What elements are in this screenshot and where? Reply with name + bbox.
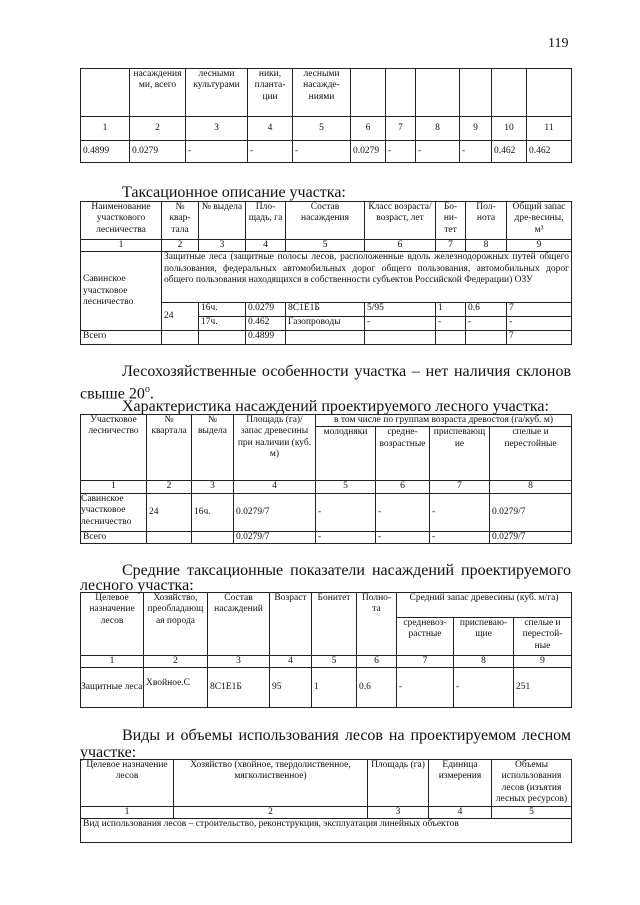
t2-cell: 1 [436,303,466,317]
t2-header: № выдела [199,202,246,240]
t2-cell: 8С1Е1Б [286,303,365,317]
t2-empty-cell [365,331,436,345]
para-forest-use-text: Виды и объемы использования лесов на проектируемом лесном [122,727,571,744]
para-slope-period: . [149,385,154,403]
t1-cell: - [416,141,460,163]
t2-col-number: 5 [286,240,365,252]
t5-col-number: 1 [81,806,174,818]
t4-cell: Хвойное.С [144,668,208,708]
t4-header: Бонитет [312,593,357,656]
t4-header: Состав насаждений [208,593,270,656]
t4-cell: 1 [312,668,357,708]
t4-header: Полно-та [357,593,397,656]
t2-cell: Газопроводы [286,317,365,331]
t3-subheader: средне-возрастные [376,427,430,481]
t1-col-number: 10 [492,117,527,141]
t3-subheader: спелые и перестойные [490,427,572,481]
t1-header [416,69,460,117]
t3-header-group: в том числе по группам возраста древостоя (га/куб. м) [316,415,572,427]
t3-header: Площадь (га)/ запас древесины при наличии (куб. м) [234,415,316,481]
table-mean-taxation [80,592,572,708]
t1-cell: - [293,141,351,163]
t1-col-number: 2 [130,117,186,141]
table2-title: Таксационное описание участка: [122,184,346,201]
t2-header: Пло-щадь, га [246,202,286,240]
t1-header [81,69,130,117]
t4-cell: 8С1Е1Б [208,668,270,708]
t3-total-cell: - [376,531,430,543]
t1-header: лесными культурами [186,69,248,117]
t2-cell: - [507,317,572,331]
t3-total-cell: 0.0279/7 [490,531,572,543]
t2-col-number: 4 [246,240,286,252]
t1-header [460,69,492,117]
t2-cell: 0.6 [466,303,507,317]
t3-total-cell: 0.0279/7 [234,531,316,543]
t3-cell: 0.0279/7 [234,493,316,531]
t4-col-number: 6 [357,656,397,668]
t2-empty-cell [286,331,365,345]
t3-header: № квартала [147,415,192,481]
t3-cell: - [430,493,490,531]
t3-cell: Савинское участковое лесничество [81,493,147,531]
t2-header: Наименование участкового лесничества [81,202,162,240]
para-forestry-features-text: Лесохозяйственные особенности участка – нет наличия склонов [122,363,571,380]
t4-cell: 251 [514,668,572,708]
t4-subheader: средневоз-растные [397,618,454,656]
t3-total-cell: Всего [81,531,147,543]
t3-col-number: 4 [234,481,316,493]
para-slope-text: свыше 20 [80,385,145,403]
t5-col-number: 4 [429,806,492,818]
t2-protective-note: Защитные леса (защитные полосы лесов, расположенные вдоль железнодорожных путей общего пользования, федеральных автомобильных дорог общего пользования, автомобильных дорог общего пользования находящихся в собственности субъектов Российской Федерации) ОЗУ [162,252,572,303]
t2-header: Пол-нота [466,202,507,240]
t3-cell: - [376,493,430,531]
t2-col-number: 1 [81,240,162,252]
t3-total-cell [147,531,192,543]
t4-col-number: 2 [144,656,208,668]
t3-col-number: 3 [192,481,234,493]
table-taxation-description [80,201,572,345]
t3-cell: 0.0279/7 [490,493,572,531]
table3-title: Характеристика насаждений проектируемого лесного участка: [122,398,549,415]
t4-header: Хозяйство, преобладающая порода [144,593,208,656]
t1-col-number: 5 [293,117,351,141]
t4-cell: Защитные леса [81,668,144,708]
t3-cell: - [316,493,376,531]
t3-header: Участковое лесничество [81,415,147,481]
t1-header: насаждения ми, всего [130,69,186,117]
para-mean-indicators-line2: лесного участка: [80,577,194,594]
t2-total-area: 0.4899 [246,331,286,345]
t3-total-cell: - [430,531,490,543]
t2-cell: 7 [507,303,572,317]
t5-col-number: 5 [492,806,572,818]
t4-header-group: Средний запас древесины (куб. м/га) [397,593,572,618]
t4-subheader: спелые и перестой-ные [514,618,572,656]
t5-header: Целевое назначение лесов [81,760,174,807]
t2-total-label: Всего [81,331,162,345]
t2-cell: 5/95 [365,303,436,317]
t2-cell: - [466,317,507,331]
t1-cell: - [186,141,248,163]
t2-cell: - [436,317,466,331]
t4-col-number: 9 [514,656,572,668]
t4-cell: - [397,668,454,708]
t1-col-number: 4 [248,117,293,141]
t4-cell: 0.6 [357,668,397,708]
t2-header: Бо-ни-тет [436,202,466,240]
t3-subheader: приспевающие [430,427,490,481]
t1-col-number: 1 [81,117,130,141]
para-mean-indicators-text: Средние таксационные показатели насаждений проектируемого [122,562,571,579]
t2-total-stock: 7 [507,331,572,345]
t2-cell: 0.0279 [246,303,286,317]
t1-col-number: 7 [386,117,416,141]
t5-header: Площадь (га) [368,760,429,807]
t2-header: № квар-тала [162,202,199,240]
para-forestry-features-line1 [122,362,571,381]
t3-subheader: молодняки [316,427,376,481]
t2-cell: 16ч. [199,303,246,317]
t2-header: Состав насаждения [286,202,365,240]
para-forest-use-line2: участке: [80,744,137,761]
table-summary-continuation [80,68,572,163]
t5-header: Хозяйство (хвойное, твердолиственное, мягколиственное) [174,760,368,807]
t1-cell: 0.462 [527,141,572,163]
t3-col-number: 1 [81,481,147,493]
t1-col-number: 6 [351,117,386,141]
t2-empty-cell [199,331,246,345]
table-stand-characteristics [80,414,572,544]
t1-header: лесными насажде-ниями [293,69,351,117]
t1-cell: 0.462 [492,141,527,163]
t1-cell: 0.0279 [130,141,186,163]
t1-header [351,69,386,117]
t4-col-number: 8 [454,656,514,668]
t1-cell: - [386,141,416,163]
t4-col-number: 7 [397,656,454,668]
t1-cell: - [248,141,293,163]
t2-col-number: 2 [162,240,199,252]
t2-header: Общий запас дре-весины, м³ [507,202,572,240]
t5-col-number: 3 [368,806,429,818]
t2-col-number: 7 [436,240,466,252]
t2-col-number: 6 [365,240,436,252]
t2-col-number: 9 [507,240,572,252]
t2-district: Савинское участковое лесничество [81,252,162,331]
t5-use-type-row: Вид использования лесов – строительство, реконструкция, эксплуатация линейных объектов [81,818,572,842]
t3-col-number: 8 [490,481,572,493]
t1-header: ники, планта-ции [248,69,293,117]
t1-col-number: 9 [460,117,492,141]
t2-col-number: 3 [199,240,246,252]
t4-subheader: приспеваю-щие [454,618,514,656]
t2-cell: 17ч. [199,317,246,331]
t1-col-number: 11 [527,117,572,141]
t3-cell: 24 [147,493,192,531]
degree-mark: о [144,384,150,395]
t1-header [492,69,527,117]
t1-header [527,69,572,117]
t5-col-number: 2 [174,806,368,818]
t4-cell: 95 [270,668,312,708]
t4-header: Возраст [270,593,312,656]
t1-cell: 0.4899 [81,141,130,163]
t2-empty-cell [466,331,507,345]
page-number: 119 [548,36,569,51]
t3-total-cell: - [316,531,376,543]
t2-quarter: 24 [162,303,199,331]
t1-cell: 0.0279 [351,141,386,163]
t4-col-number: 5 [312,656,357,668]
para-forest-use-line1 [122,726,571,745]
table-forest-use-volumes [80,759,572,843]
t4-cell: - [454,668,514,708]
t3-col-number: 5 [316,481,376,493]
t3-col-number: 7 [430,481,490,493]
t5-header: Объемы использования лесов (изъятия лесных ресурсов) [492,760,572,807]
t2-empty-cell [162,331,199,345]
t5-header: Единица измерения [429,760,492,807]
t3-col-number: 2 [147,481,192,493]
t4-col-number: 1 [81,656,144,668]
t1-col-number: 8 [416,117,460,141]
t1-cell: - [460,141,492,163]
t2-cell: 0.462 [246,317,286,331]
t2-cell: - [365,317,436,331]
t2-header: Класс возраста/ возраст, лет [365,202,436,240]
t3-cell: 16ч. [192,493,234,531]
t4-header: Целевое назначение лесов [81,593,144,656]
t2-col-number: 8 [466,240,507,252]
t3-total-cell [192,531,234,543]
t4-col-number: 3 [208,656,270,668]
t3-header: № выдела [192,415,234,481]
t4-col-number: 4 [270,656,312,668]
t1-header [386,69,416,117]
t1-col-number: 3 [186,117,248,141]
t2-empty-cell [436,331,466,345]
t3-col-number: 6 [376,481,430,493]
